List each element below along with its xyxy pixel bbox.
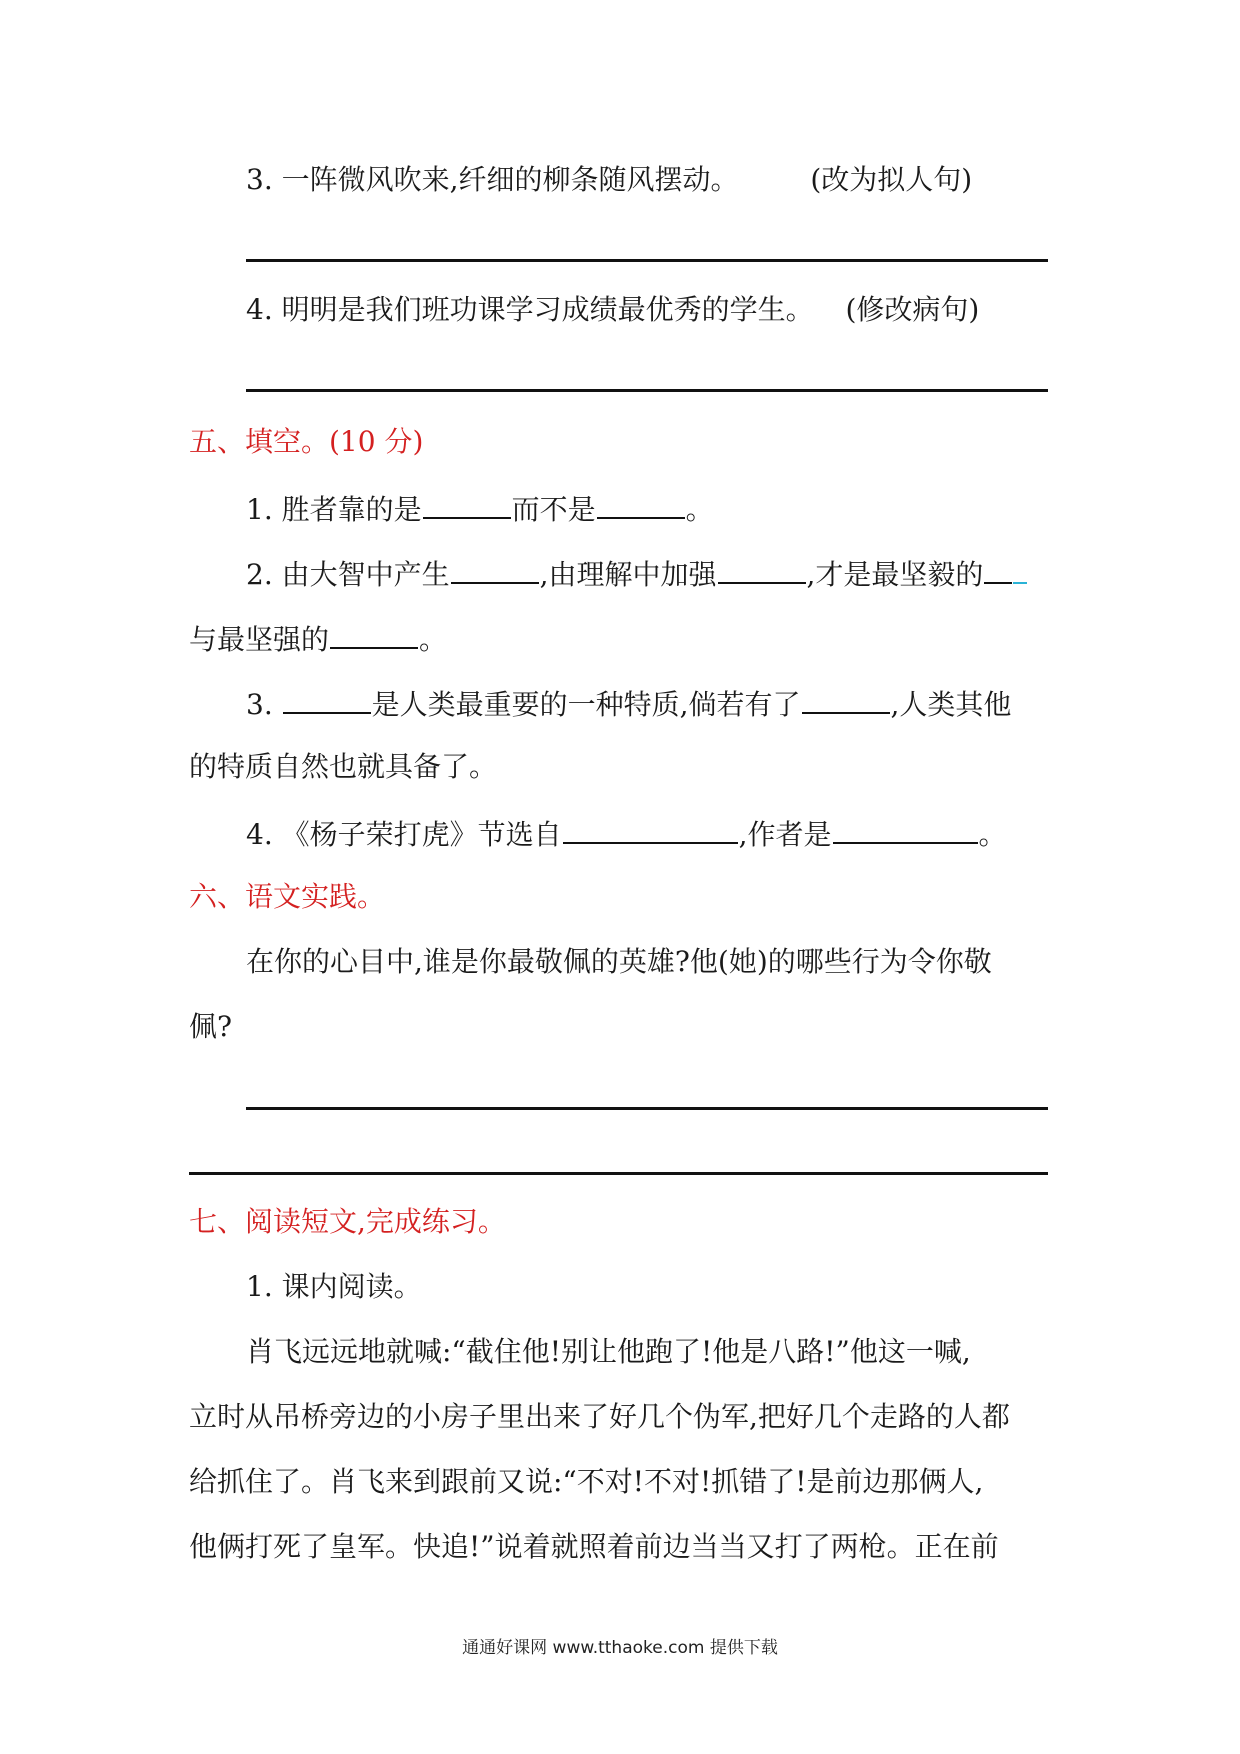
- question-5-1: 1. 胜者靠的是 而不是 。: [246, 487, 714, 527]
- practice-prompt-line-2: 佩?: [189, 1010, 233, 1043]
- question-5-3: 3. 是人类最重要的一种特质,倘若有了 ,人类其他: [246, 682, 1011, 722]
- cursor-mark: [1013, 552, 1027, 584]
- question-text: 4. 明明是我们班功课学习成绩最优秀的学生。: [246, 293, 814, 326]
- answer-line[interactable]: [246, 1107, 1048, 1110]
- fill-blank[interactable]: [802, 682, 890, 714]
- answer-line[interactable]: [189, 1172, 1048, 1175]
- question-5-2-cont: 与最坚强的 。: [189, 617, 447, 657]
- question-hint: (修改病句): [845, 293, 980, 326]
- fill-blank[interactable]: [330, 617, 418, 649]
- fill-blank[interactable]: [451, 552, 539, 584]
- answer-line[interactable]: [246, 259, 1048, 262]
- fill-blank[interactable]: [984, 552, 1012, 584]
- question-4-3: [246, 160, 972, 200]
- fill-blank[interactable]: [423, 487, 511, 519]
- section-6-heading: 六、语文实践。: [189, 880, 386, 913]
- question-5-4: 4. 《杨子荣打虎》节选自 ,作者是 。: [246, 812, 1007, 852]
- fill-blank[interactable]: [283, 682, 371, 714]
- question-5-3-cont: 的特质自然也就具备了。: [189, 750, 498, 783]
- passage-line: 他俩打死了皇军。快追!”说着就照着前边当当又打了两枪。正在前: [189, 1530, 999, 1563]
- page-footer: 通通好课网 www.tthaoke.com 提供下载: [462, 1638, 778, 1658]
- passage-line: 立时从吊桥旁边的小房子里出来了好几个伪军,把好几个走路的人都: [189, 1400, 1010, 1433]
- answer-line[interactable]: [246, 389, 1048, 392]
- question-text: 3. 一阵微风吹来,纤细的柳条随风摆动。: [246, 163, 739, 196]
- question-5-2: 2. 由大智中产生 ,由理解中加强 ,才是最坚毅的: [246, 552, 1027, 592]
- section-5-heading: 五、填空。(10 分): [189, 425, 424, 458]
- passage-line: 给抓住了。肖飞来到跟前又说:“不对!不对!抓错了!是前边那俩人,: [189, 1465, 984, 1498]
- fill-blank[interactable]: [833, 812, 978, 844]
- subsection-title: 1. 课内阅读。: [246, 1270, 422, 1303]
- fill-blank[interactable]: [597, 487, 685, 519]
- section-7-heading: 七、阅读短文,完成练习。: [189, 1205, 506, 1238]
- question-4-4: [246, 290, 979, 330]
- practice-prompt-line-1: 在你的心目中,谁是你最敬佩的英雄?他(她)的哪些行为令你敬: [246, 945, 992, 978]
- fill-blank[interactable]: [563, 812, 738, 844]
- passage-line: 肖飞远远地就喊:“截住他!别让他跑了!他是八路!”他这一喊,: [246, 1335, 971, 1368]
- fill-blank[interactable]: [718, 552, 806, 584]
- question-hint: (改为拟人句): [810, 163, 973, 196]
